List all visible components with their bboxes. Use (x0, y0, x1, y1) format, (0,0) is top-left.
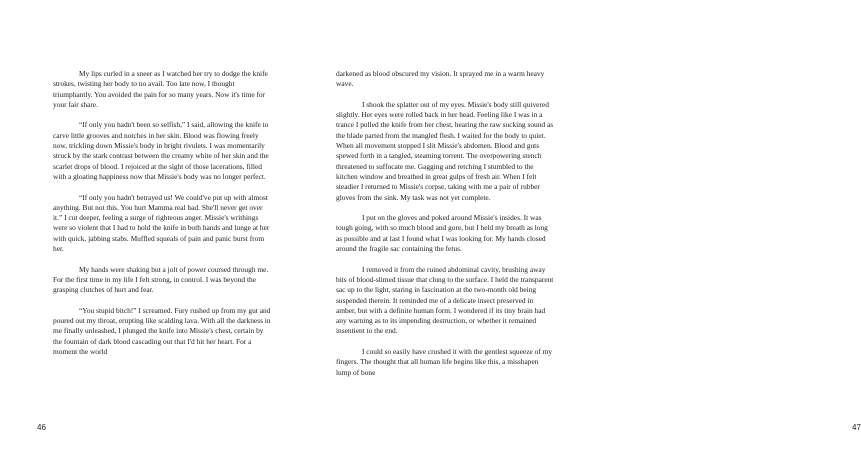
right-page-text (336, 69, 554, 388)
left-page (0, 0, 300, 463)
paragraph: I removed it from the ruined abdominal cavity, brushing away bits of blood-slimed tissue that clung to the surface. I held the transparent sac up to the light, staring in fascination at the two-month old being suspended therein. It reminded me of a delicate insect preserved in amber, but with a definite human form. I wondered if its tiny brain had any warning as to its impending destruction, or whether it remained insentient to the end. (336, 264, 554, 336)
paragraph: I could so easily have crushed it with the gentlest squeeze of my fingers. The thought that all human life begins like this, a misshapen lump of bone (336, 347, 553, 377)
paragraph: My hands were shaking but a jolt of power coursed through me. For the first time in my life I felt strong, in control. I was beyond the grasping clutches of hurt and fear. (53, 264, 269, 295)
right-page (300, 0, 861, 463)
paragraph: “If only you hadn't been so selfish,” I said, allowing the knife to carve little grooves and notches in her skin. Blood was flowing freely now, trickling down Missie's body in bright rivulets. I was momentarily struck by the stark contrast between the creamy white of her skin and the scarlet drops of blood. I rejoiced at the sight of those lacerations, filled with a gloating happiness now that Missie's body was no longer perfect. (53, 120, 269, 181)
page-number: 47 (852, 423, 861, 432)
paragraph: “You stupid bitch!” I screamed. Fury rushed up from my gut and poured out my throat, erupting like scalding lava. With all the darkness in me finally unleashed, I plunged the knife into Missie's chest, certain by the fountain of dark blood cascading out that I'd hit her heart. For a moment the world (53, 305, 271, 357)
paragraph: My lips curled in a sneer as I watched her try to dodge the knife strokes, twisting her body to no avail. Too late now, I thought triumphantly. You avoided the pain for so many years. Now it's time for your fair share. (53, 69, 268, 109)
page-number: 46 (37, 423, 46, 432)
paragraph: I shook the splatter out of my eyes. Missie's body still quivered slightly. Her eyes were rolled back in her head. Feeling like I was in a trance I pulled the knife from her chest, hearing the raw sucking sound as the blade parted from the mangled flesh. I waited for the body to quiet. When all movement stopped I slit Missie's abdomen. Blood and guts spewed forth in a tangled, steaming torrent. The overpowering stench threatened to suffocate me. Gagging and retching I stumbled to the kitchen window and breathed in great gulps of fresh air. When I felt steadier I returned to Missie's corpse, taking with me a pair of rubber gloves from the sink. My task was not yet complete. (336, 99, 554, 202)
left-page-text (53, 69, 271, 368)
paragraph: darkened as blood obscured my vision. It sprayed me in a warm heavy wave. (336, 69, 545, 89)
paragraph: “If only you hadn't betrayed us! We could've put up with almost anything. But not this. You hurt Mamma real bad. She'll never get over it.” I cut deeper, feeling a surge of righteous anger. Missie's writhings were so violent that I had to hold the knife in both hands and lunge at her with quick, jabbing stabs. Muffled squeals of pain and panic burst from her. (53, 192, 270, 254)
paragraph: I put on the gloves and poked around Missie's insides. It was tough going, with so much blood and gore, but I held my breath as long as possible and at last I found what I was looking for. My hands closed around the fragile sac containing the fetus. (336, 213, 548, 254)
